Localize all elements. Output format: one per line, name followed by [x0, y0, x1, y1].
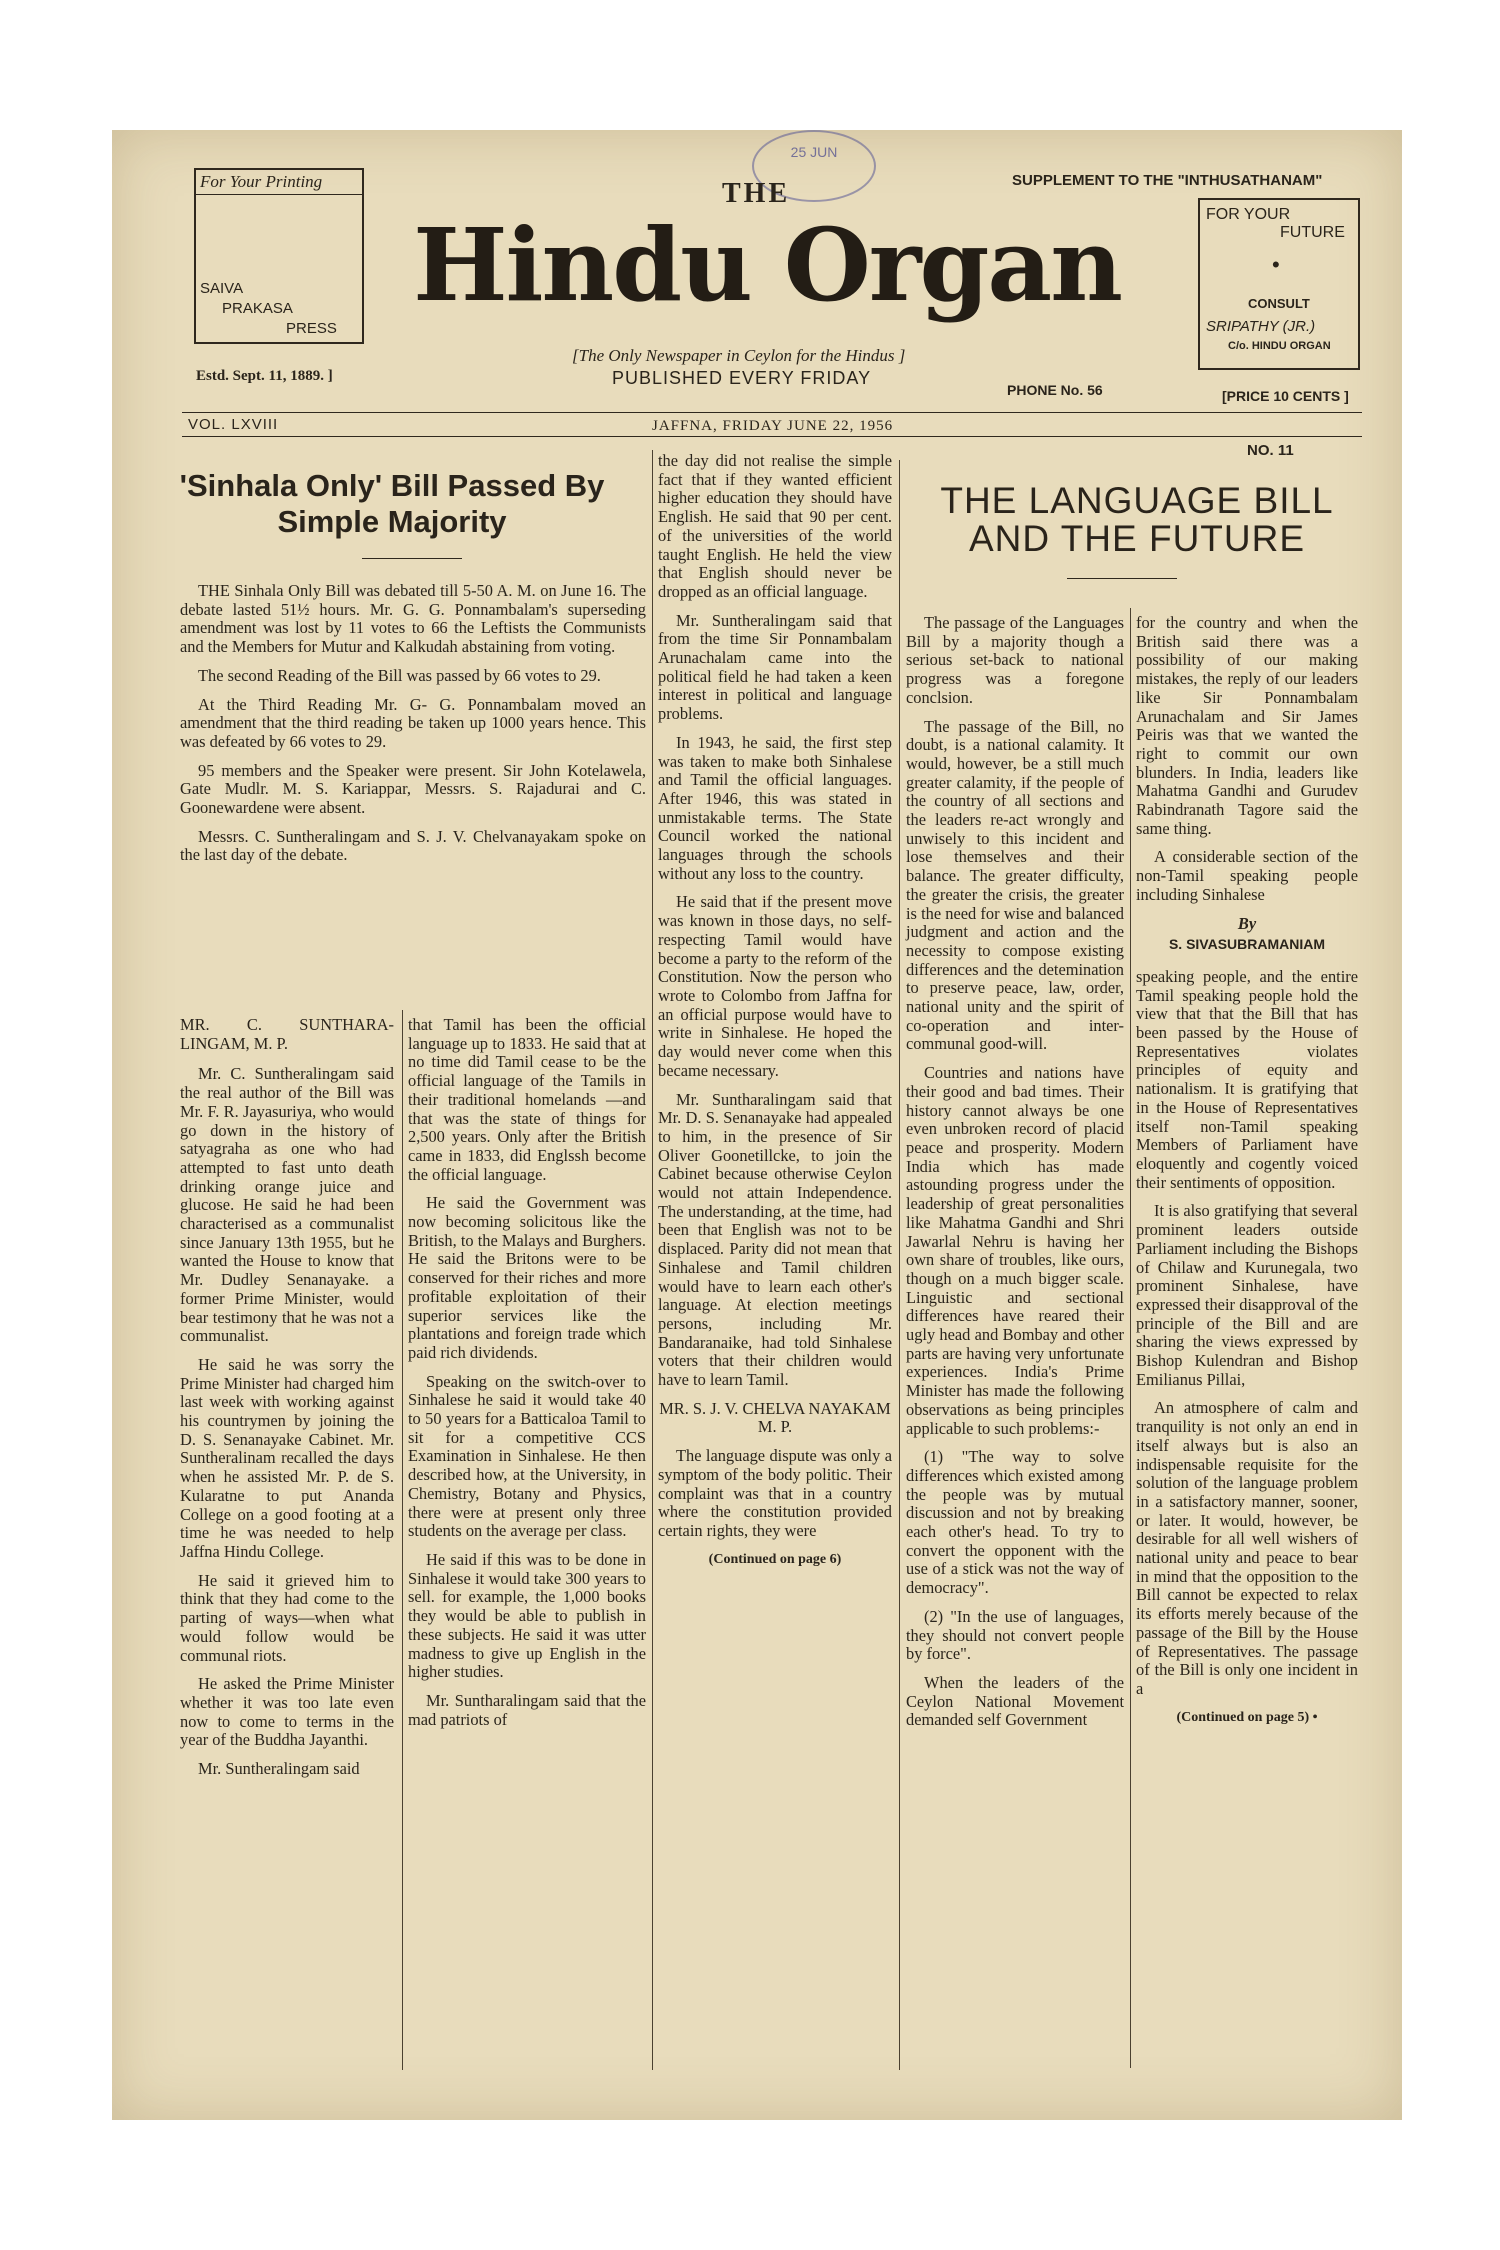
- paragraph: Speaking on the switch-over to Sinhalese he said it would take 40 to 50 years for a Batticaloa Tamil to sit for a competitive CCS Examination in Sinhalese. He then described how, at the University, in Chemistry, Botany and Physics, there were at present only three students on the average per class.: [408, 1371, 646, 1541]
- sripathy-ad-box: [1198, 198, 1360, 370]
- ad-name: SRIPATHY (JR.): [1206, 318, 1316, 335]
- paragraph: (2) "In the use of languages, they should not convert people by force".: [906, 1606, 1124, 1664]
- received-stamp: 25 JUN: [752, 130, 876, 202]
- paragraph: Mr. Suntharalingam said that the mad patriots of: [408, 1690, 646, 1729]
- paragraph: Countries and nations have their good and bad times. Their history cannot always be one even unbroken record of placid peace and prosperity. Modern India which has made astounding progress under the leadership of great personalities like Mahatma Gandhi and Shri Jawarlal Nehru is having her own share of troubles, like ours, though on a much bigger scale. Linguistic and sectional differences have reared their ugly head and Bombay and other parts are having very unfortunate experiences. India's Prime Minister has made the following observations as being principles applicable to such problems:-: [906, 1063, 1124, 1438]
- paragraph: (1) "The way to solve differences which existed among the people was by mutual discussion and not by breaking each other's head. To try to convert the opponent with the use of a stick was not the way of democracy".: [906, 1447, 1124, 1598]
- paragraph: An atmosphere of calm and tranquility is not only an end in itself always but is also an indispensable requisite for the solution of the language problem in a satisfactory manner, sooner, or later. It would, however, be desirable for all well wishers of national unity and peace to bear in mind that the opposition to the Bill cannot be expected to relax its efforts merely because of the passage of the Bill by the House of Representatives. The passage of the Bill is only one incident in a: [1136, 1398, 1358, 1698]
- paragraph: THE Sinhala Only Bill was debated till 5-50 A. M. on June 16. The debate lasted 51½ hours. Mr. G. G. Ponnambalam's superseding amendment was lost by 11 votes to 66 the Leftists the Communists and the Members for Mutur and Kalkudah abstaining from voting.: [180, 581, 646, 657]
- established-date: Estd. Sept. 11, 1889. ]: [196, 368, 333, 384]
- article1-column3: [658, 452, 892, 1579]
- continued-note: (Continued on page 6): [708, 1551, 842, 1567]
- newspaper-page: [112, 130, 1402, 2120]
- paragraph: He said the Government was now becoming solicitous like the British, to the Malays and Burghers. He said the Britons were to be conserved for their riches and more profitable exploitation of their superior services like the plantations and foreign trade which paid rich dividends.: [408, 1193, 646, 1362]
- press-line-1: SAIVA: [200, 280, 244, 297]
- paragraph: The passage of the Languages Bill by a majority though a serious set-back to national progress was a foregone conclsion.: [906, 613, 1124, 707]
- article1-title-rule: [362, 558, 462, 559]
- paragraph: When the leaders of the Ceylon National Movement demanded self Government: [906, 1672, 1124, 1730]
- paragraph: that Tamil has been the official language up to 1833. He said that at no time did Tamil cease to be the official language of the Tamils in their traditional homelands —and that was the state of things for 2,500 years. Only after the British came in 1833, did Englssh become the official language.: [408, 1015, 646, 1184]
- paragraph: He asked the Prime Minister whether it was too late even now to come to terms in the year of the Buddha Jayanthi.: [180, 1674, 394, 1750]
- paragraph: The second Reading of the Bill was passed by 66 votes to 29.: [198, 665, 601, 685]
- place-date: JAFFNA, FRIDAY JUNE 22, 1956: [652, 418, 894, 434]
- paragraph: the day did not realise the simple fact that if they wanted efficient higher education they should have English. He said that 90 per cent. of the universities of the world taught English. He held the view that English should never be dropped as an official language.: [658, 451, 892, 601]
- article2-column4: [906, 614, 1124, 1740]
- article2-headline: THE LANGUAGE BILL AND THE FUTURE: [940, 480, 1334, 559]
- byline-author: S. SIVASUBRAMANIAM: [1168, 936, 1326, 953]
- paragraph: He said it grieved him to think that they had come to the parting of ways—when what would follow would be communal riots.: [180, 1570, 394, 1665]
- paragraph: In 1943, he said, the first step was taken to make both Sinhalese and Tamil the official languages. After 1946, this was stated in unmistakable terms. The State Council worked the national languages through the schools without any loss to the country.: [658, 732, 892, 883]
- subheading: MR. S. J. V. CHELVA NAYAKAM M. P.: [659, 1398, 891, 1437]
- tagline: [The Only Newspaper in Ceylon for the Hindus ]: [572, 346, 906, 365]
- paragraph: It is also gratifying that several prominent leaders outside Parliament including the Bishops of Chilaw and Kurunegala, two prominent Sinhalese, have expressed their disapproval of the principle of the Bill and are sharing the views expressed by Bishop Kulendran and Bishop Emilianus Pillai,: [1136, 1201, 1358, 1389]
- paragraph: for the country and when the British said there was a possibility of our making mistakes, the reply of our leaders like Sir Ponnambalam Arunachalam and Sir James Peiris was that we wanted the right to commit our own blunders. In India, leaders like Mahatma Gandhi and Gurudev Rabindranath Tagore said the same thing.: [1136, 613, 1358, 838]
- paragraph: He said he was sorry the Prime Minister had charged him last week with working against his countrymen by joining the D. S. Senanayake Cabinet. Mr. Suntheralinam recalled the days when he assisted Mr. P. de S. Kularatne to put Ananda College on a good footing at a time he was needed to help Jaffna Hindu College.: [180, 1354, 394, 1561]
- paragraph: Mr. Suntheralingam said that from the time Sir Ponnambalam Arunachalam came into the political field he had taken a keen interest in political and language problems.: [658, 610, 892, 724]
- paragraph: 95 members and the Speaker were present. Sir John Kotelawela, Gate Mudlr. M. S. Kariappar, Messrs. S. Rajadurai and C. Goonewardene were absent.: [180, 760, 646, 818]
- ad-line-1: FOR YOUR: [1206, 206, 1291, 223]
- byline-by: By: [1237, 913, 1257, 933]
- paragraph: Messrs. C. Suntheralingam and S. J. V. Chelvanayakam spoke on the last day of the debate.: [180, 826, 646, 865]
- column-rule-3: [899, 460, 900, 2070]
- article1-column2: [408, 1016, 646, 1739]
- press-line-3: PRESS: [286, 320, 337, 337]
- phone-number: PHONE No. 56: [1007, 382, 1103, 398]
- paragraph: Mr. Suntharalingam said that Mr. D. S. Senanayake had appealed to him, in the presence of Sir Oliver Goonetillcke, to join the Cabinet because otherwise Ceylon would not attain Independence. The understanding, at the time, had been that English was not to be displaced. Parity did not mean that Sinhalese and Tamil children would have to learn each other's language. At election meetings persons, including Mr. Bandaranaike, had told Sinhalese voters that their children would have to learn Tamil.: [658, 1089, 892, 1390]
- article2-title-rule: [1067, 578, 1177, 579]
- column-rule-1: [402, 1010, 403, 2070]
- price-note: [PRICE 10 CENTS ]: [1222, 388, 1349, 404]
- article1-column1: [180, 1016, 394, 1789]
- masthead-title: Hindu Organ: [413, 206, 1121, 324]
- issue-number: NO. 11: [1247, 442, 1294, 459]
- ad-line-2: FUTURE: [1280, 224, 1345, 241]
- article1-intro: [180, 582, 646, 875]
- ad-address: C/o. HINDU ORGAN: [1228, 340, 1331, 352]
- paragraph: Mr. Suntheralingam said: [198, 1759, 360, 1779]
- article2-column5: [1136, 614, 1358, 1737]
- supplement-note: SUPPLEMENT TO THE "INTHUSATHANAM": [1012, 172, 1323, 189]
- paragraph: The passage of the Bill, no doubt, is a national calamity. It would, however, be a still much greater calamity, if the people of the country of all sections and the leaders re-act wrongly and unwisely to this incident and lose themselves and their balance. The greater difficulty, the greater the crisis, the greater is the need for wise and balanced judgment and action and the necessity to compose existing differences and the detemination to preserve peace, law, order, national unity and the spirit of co-operation and inter-communal good-will.: [906, 716, 1124, 1054]
- dateline-top-rule: [182, 412, 1362, 413]
- ad-consult: CONSULT: [1248, 296, 1310, 311]
- dateline-bottom-rule: [182, 436, 1362, 437]
- masthead-the: THE: [722, 178, 791, 209]
- ad-bullet: •: [1272, 252, 1280, 277]
- printing-ad-box: [194, 168, 364, 344]
- column-rule-2: [652, 450, 653, 2070]
- paragraph: speaking people, and the entire Tamil speaking people hold the view that that the Bill that has been passed by the House of Representatives violates principles of equity and nationalism. It is gratifying that in the House of Representatives itself non-Tamil speaking Members of Parliament have eloquently and cogently voiced their sentiments of opposition.: [1136, 966, 1358, 1192]
- paragraph: Mr. C. Suntheralingam said the real author of the Bill was Mr. F. R. Jayasuriya, who would go down in the history of satyagraha as one who had attempted to fast unto death drinking orange juice and glucose. He said he had been characterised as a communalist since January 13th 1955, but he wanted the House to know that Mr. Dudley Senanayake. a former Prime Minister, would bear testimony that he was not a communalist.: [180, 1064, 394, 1346]
- column-rule-4: [1130, 608, 1131, 2068]
- paragraph: The language dispute was only a symptom of the body politic. Their complaint was that in a country where the constitution provided certain rights, they were: [658, 1446, 892, 1540]
- article1-headline: 'Sinhala Only' Bill Passed By Simple Majority: [179, 468, 605, 539]
- continued-note: (Continued on page 5) •: [1176, 1709, 1318, 1725]
- press-line-2: PRAKASA: [222, 300, 293, 317]
- paragraph: He said if this was to be done in Sinhalese it would take 300 years to sell. for example, the 1,000 books they would be able to publish in these subjects. He said it was utter madness to give up English in the higher studies.: [408, 1549, 646, 1682]
- paragraph: A considerable section of the non-Tamil speaking people including Sinhalese: [1136, 847, 1358, 904]
- paragraph: At the Third Reading Mr. G- G. Ponnambalam moved an amendment that the third reading be taken up 1000 years hence. This was defeated by 66 votes to 29.: [180, 694, 646, 751]
- printing-ad-title: For Your Printing: [200, 172, 323, 191]
- published-note: PUBLISHED EVERY FRIDAY: [612, 368, 872, 388]
- volume: VOL. LXVIII: [188, 416, 279, 433]
- paragraph: He said that if the present move was known in those days, no self-respecting Tamil would have become a party to the reform of the Constitution. Now the person who wrote to Colombo from Jaffna for an official purpose would have to write in Sinhalese. He hoped the day would never come when this became necessary.: [658, 892, 892, 1080]
- subheading: MR. C. SUNTHARA-LINGAM, M. P.: [180, 1015, 394, 1053]
